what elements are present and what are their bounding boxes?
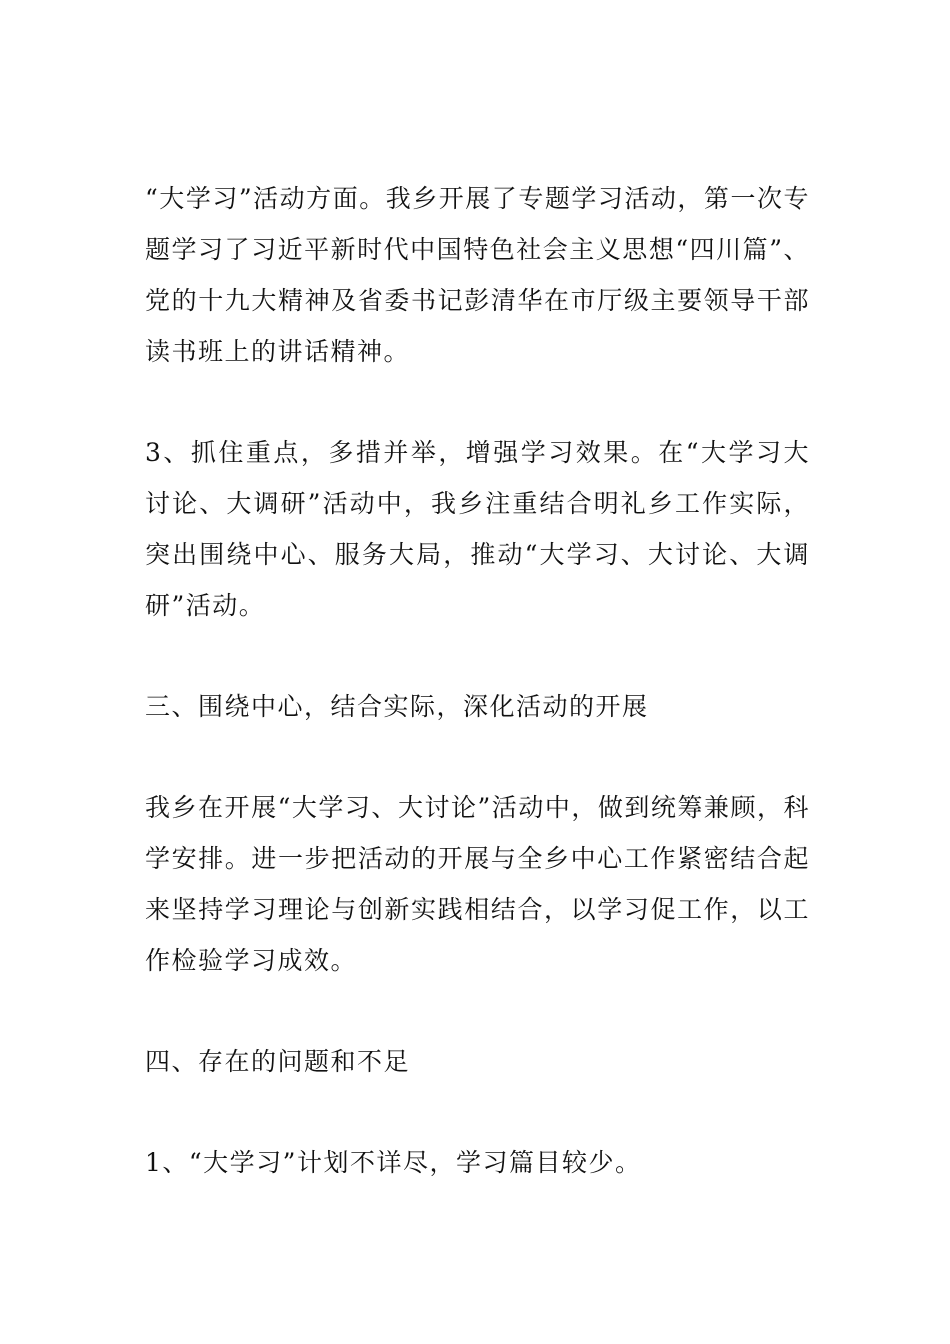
paragraph-focus-measures: 3、抓住重点，多措并举，增强学习效果。在“大学习大讨论、大调研”活动中，我乡注重结合明礼乡工作实际，突出围绕中心、服务大局，推动“大学习、大讨论、大调研”活动。	[145, 438, 810, 620]
section-heading-three: 三、围绕中心，结合实际，深化活动的开展	[145, 692, 649, 721]
list-item-problem-1: 1、“大学习”计划不详尽，学习篇目较少。	[145, 1148, 642, 1177]
section-heading-four: 四、存在的问题和不足	[145, 1047, 411, 1076]
paragraph-coordination: 我乡在开展“大学习、大讨论”活动中，做到统筹兼顾，科学安排。进一步把活动的开展与全乡中心工作紧密结合起来坚持学习理论与创新实践相结合，以学习促工作，以工作检验学习成效。	[145, 793, 810, 975]
paragraph-study-activity: “大学习”活动方面。我乡开展了专题学习活动，第一次专题学习了习近平新时代中国特色社会主义思想“四川篇”、党的十九大精神及省委书记彭清华在市厅级主要领导干部读书班上的讲话精神。	[145, 184, 810, 366]
document-body	[145, 173, 810, 1188]
